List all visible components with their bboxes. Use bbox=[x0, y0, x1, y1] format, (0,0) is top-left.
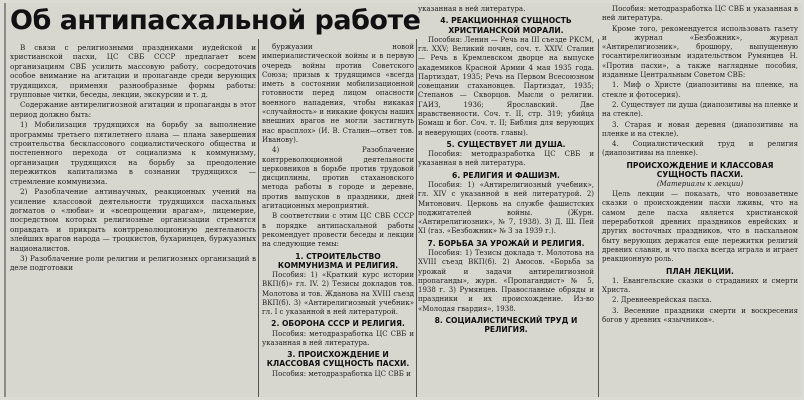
section-text: Пособия: методразработка ЦС СВБ и указанная в ней литература. bbox=[418, 150, 594, 168]
section-heading: 2. ОБОРОНА СССР И РЕЛИГИЯ. bbox=[271, 319, 405, 329]
paragraph: Пособия: методразработка ЦС СВБ и указанная в ней литература. bbox=[602, 5, 798, 23]
paragraph: 3) Разоблачение роли религии и религиозных организаций в деле подготовки bbox=[10, 253, 256, 273]
paragraph: Содержание антирелигиозной агитации и пропаганды в этот период должно быть: bbox=[10, 100, 256, 119]
column-3 bbox=[418, 3, 594, 397]
section-heading: 7. БОРЬБА ЗА УРОЖАЙ И РЕЛИГИЯ. bbox=[427, 238, 585, 248]
section-heading: 3. ПРОИСХОЖДЕНИЕ И КЛАССОВАЯ СУЩНОСТЬ ПАСХИ. bbox=[266, 350, 410, 369]
list-item: 2. Древнееврейская пасха. bbox=[612, 296, 712, 305]
section-heading: ПРОИСХОЖДЕНИЕ И КЛАССОВАЯ СУЩНОСТЬ ПАСХИ. bbox=[626, 160, 774, 179]
section-text: Пособия: методразработка ЦС СВБ и bbox=[272, 369, 411, 378]
section-text: Пособия: Ленин — Речь на III съезде РКСМ, гл. XXV; Великий почин, соч. т. XXIV. Сталин — Речь в Кремлевском дворце на выпуске академиков Красной Армии 4 мая 1935 года. Партиздат, 1935; Речь на Первом Всесоюзном совещании стахановцев. Партиздат, 1935; Степанов — Скворцов. Мысли о религии. ГАИЗ, 1936; Ярославский. Две нравственности. Соч. т. II, стр. 319; убийца Бомаш и бог. Соч. т. II; Библия для верующих и неверующих (соотв. главы). bbox=[418, 35, 594, 137]
column-rule bbox=[598, 39, 599, 397]
list-item: 1. Евангельские сказки о страданиях и смерти Христа. bbox=[602, 276, 798, 295]
column-4 bbox=[602, 3, 798, 397]
section-heading: 4. РЕАКЦИОННАЯ СУЩНОСТЬ ХРИСТИАНСКОЙ МОРАЛИ. bbox=[440, 16, 572, 35]
list-item: 1. Миф о Христе (диапозитивы на пленке, на стекле и фотосерия). bbox=[602, 81, 798, 99]
column-2 bbox=[262, 3, 414, 397]
plan-heading: ПЛАН ЛЕКЦИИ. bbox=[666, 266, 734, 276]
column-1 bbox=[10, 3, 256, 397]
section-text: Цель лекции — показать, что новозаветные сказки о происхождении пасхи лживы, что на самом деле пасха является христианской переработкой древних праздников еврейских и других восточных праздников, что в пасхальном быту верующих держатся еще пережитки религий древних славян, и что пасха всегда играла и играет реакционную роль. bbox=[602, 190, 798, 264]
section-heading: 5. СУЩЕСТВУЕТ ЛИ ДУША. bbox=[446, 139, 566, 149]
paragraph: В связи с религиозными праздниками иудейской и христианской пасхи, ЦС СВБ СССР предлагает всем организациям СВБ усилить массовую работу, сосредоточив особое внимание на агитации и пропаганде среди верующих трудящихся, применяя разнообразные формы работы: групповые читки, беседы, лекции, экскурсии и т. д. bbox=[10, 43, 256, 100]
column-rule bbox=[416, 39, 417, 397]
paragraph: 1) Мобилизация трудящихся на борьбу за выполнение программы третьего пятилетнего плана — плана завершения строительства бесклассового социалистического общества и постепенного перехода от социализма к коммунизму, организация трудящихся на борьбу за преодоление пережитков капитализма в сознании трудящихся — стремление коммунизма. bbox=[10, 120, 256, 186]
section-text: Пособия: 1) «Антирелигиозный учебник», гл. XIV с указанной в ней литературой. 2) Митонович. Церковь на службе фашистских поджигателей войны. (Журн. «Антирелигиозник», № 7, 1938). 3) Д. Ш. Пей XI (газ. «Безбожник» № 3 за 1939 г.). bbox=[418, 180, 594, 236]
newspaper-page bbox=[4, 3, 802, 397]
section-heading: 8. СОЦИАЛИСТИЧЕСКИЙ ТРУД И РЕЛИГИЯ. bbox=[434, 316, 578, 335]
section-subtitle: (Материалы к лекции) bbox=[656, 180, 744, 189]
section-text: Пособия: 1) Тезисы доклада т. Молотова на XVIII съезд ВКП(б). 2) Амосов. «Борьба за урожай и задачи антирелигиозной пропаганды», журн. «Пропагандист» № 5, 1938 г. 3) Румянцев. Православные обряды и праздники и их происхождение. Из-во «Молодая гвардия», 1938. bbox=[418, 248, 594, 313]
paragraph: Кроме того, рекомендуется использовать газету и журнал «Безбожник», журнал «Антирелигиозник», брошюру, выпущенную госантирелигиозным издательством Румянцев Н. «Против пасхи», а также наглядные пособия, изданные Центральным Советом СВБ: bbox=[602, 24, 798, 80]
section-heading: 1. СТРОИТЕЛЬСТВО КОММУНИЗМА И РЕЛИГИЯ. bbox=[277, 251, 399, 270]
column-rule bbox=[258, 39, 259, 397]
paragraph: буржуазии новой империалистической войны и в первую очередь войны против Советского Союза; призыв к трудящимся «всегда иметь в состоянии мобилизационной готовности перед лицом опасности военного нападения, чтобы никакая «случайность» и никакие фокусы наших внешних врагов не могли застигнуть нас врасплох» (И. В. Сталин—ответ тов. Иванову). bbox=[262, 43, 414, 144]
paragraph: 4) Разоблачение контрреволюционной деятельности церковников в борьбе против трудовой дисциплины, против стахановского метода работы в городе и деревне, против выпусков в праздники, дней агитационных мероприятий. bbox=[262, 146, 414, 211]
paragraph: указанная в ней литература. bbox=[418, 5, 526, 13]
paragraph: В соответствии с этим ЦС СВБ СССР в порядке антипасхальной работы рекомендует провести беседы и лекции на следующие темы: bbox=[262, 212, 414, 249]
list-item: 3. Весенние праздники смерти и воскресения богов у древних «язычников». bbox=[602, 306, 798, 324]
paragraph: 2) Разоблачение антинаучных, реакционных учений на усиление классовой деятельности трудящихся пасхальных догматов о «любви» и «всепрощении врагам», лицемерие, посредством которых религиозные организации стремятся оправдать и прикрыть контрреволюционную деятельность злейших врагов народа — троцкистов, бухаринцев, буржуазных националистов. bbox=[10, 187, 256, 253]
section-text: Пособия: методразработка ЦС СВБ и указанная в ней литература. bbox=[262, 329, 414, 347]
section-text: Пособия: 1) «Краткий курс истории ВКП(б)» гл. IV. 2) Тезисы докладов тов. Молотова и тов. Жданова на XVIII съезд ВКП(б). 3) «Антирелигиозный учебник» гл. I с указанной в ней литературой. bbox=[262, 270, 414, 317]
list-item: 2. Существует ли душа (диапозитивы на пленке и на стекле). bbox=[602, 100, 798, 119]
section-heading: 6. РЕЛИГИЯ И ФАШИЗМ. bbox=[452, 170, 560, 180]
list-item: 4. Социалистический труд и религия (диапозитивы на пленке). bbox=[602, 140, 798, 158]
list-item: 3. Старая и новая деревня (диапозитивы на пленке и на стекле). bbox=[602, 120, 798, 138]
headline: Об антипасхальной работе bbox=[10, 5, 421, 36]
